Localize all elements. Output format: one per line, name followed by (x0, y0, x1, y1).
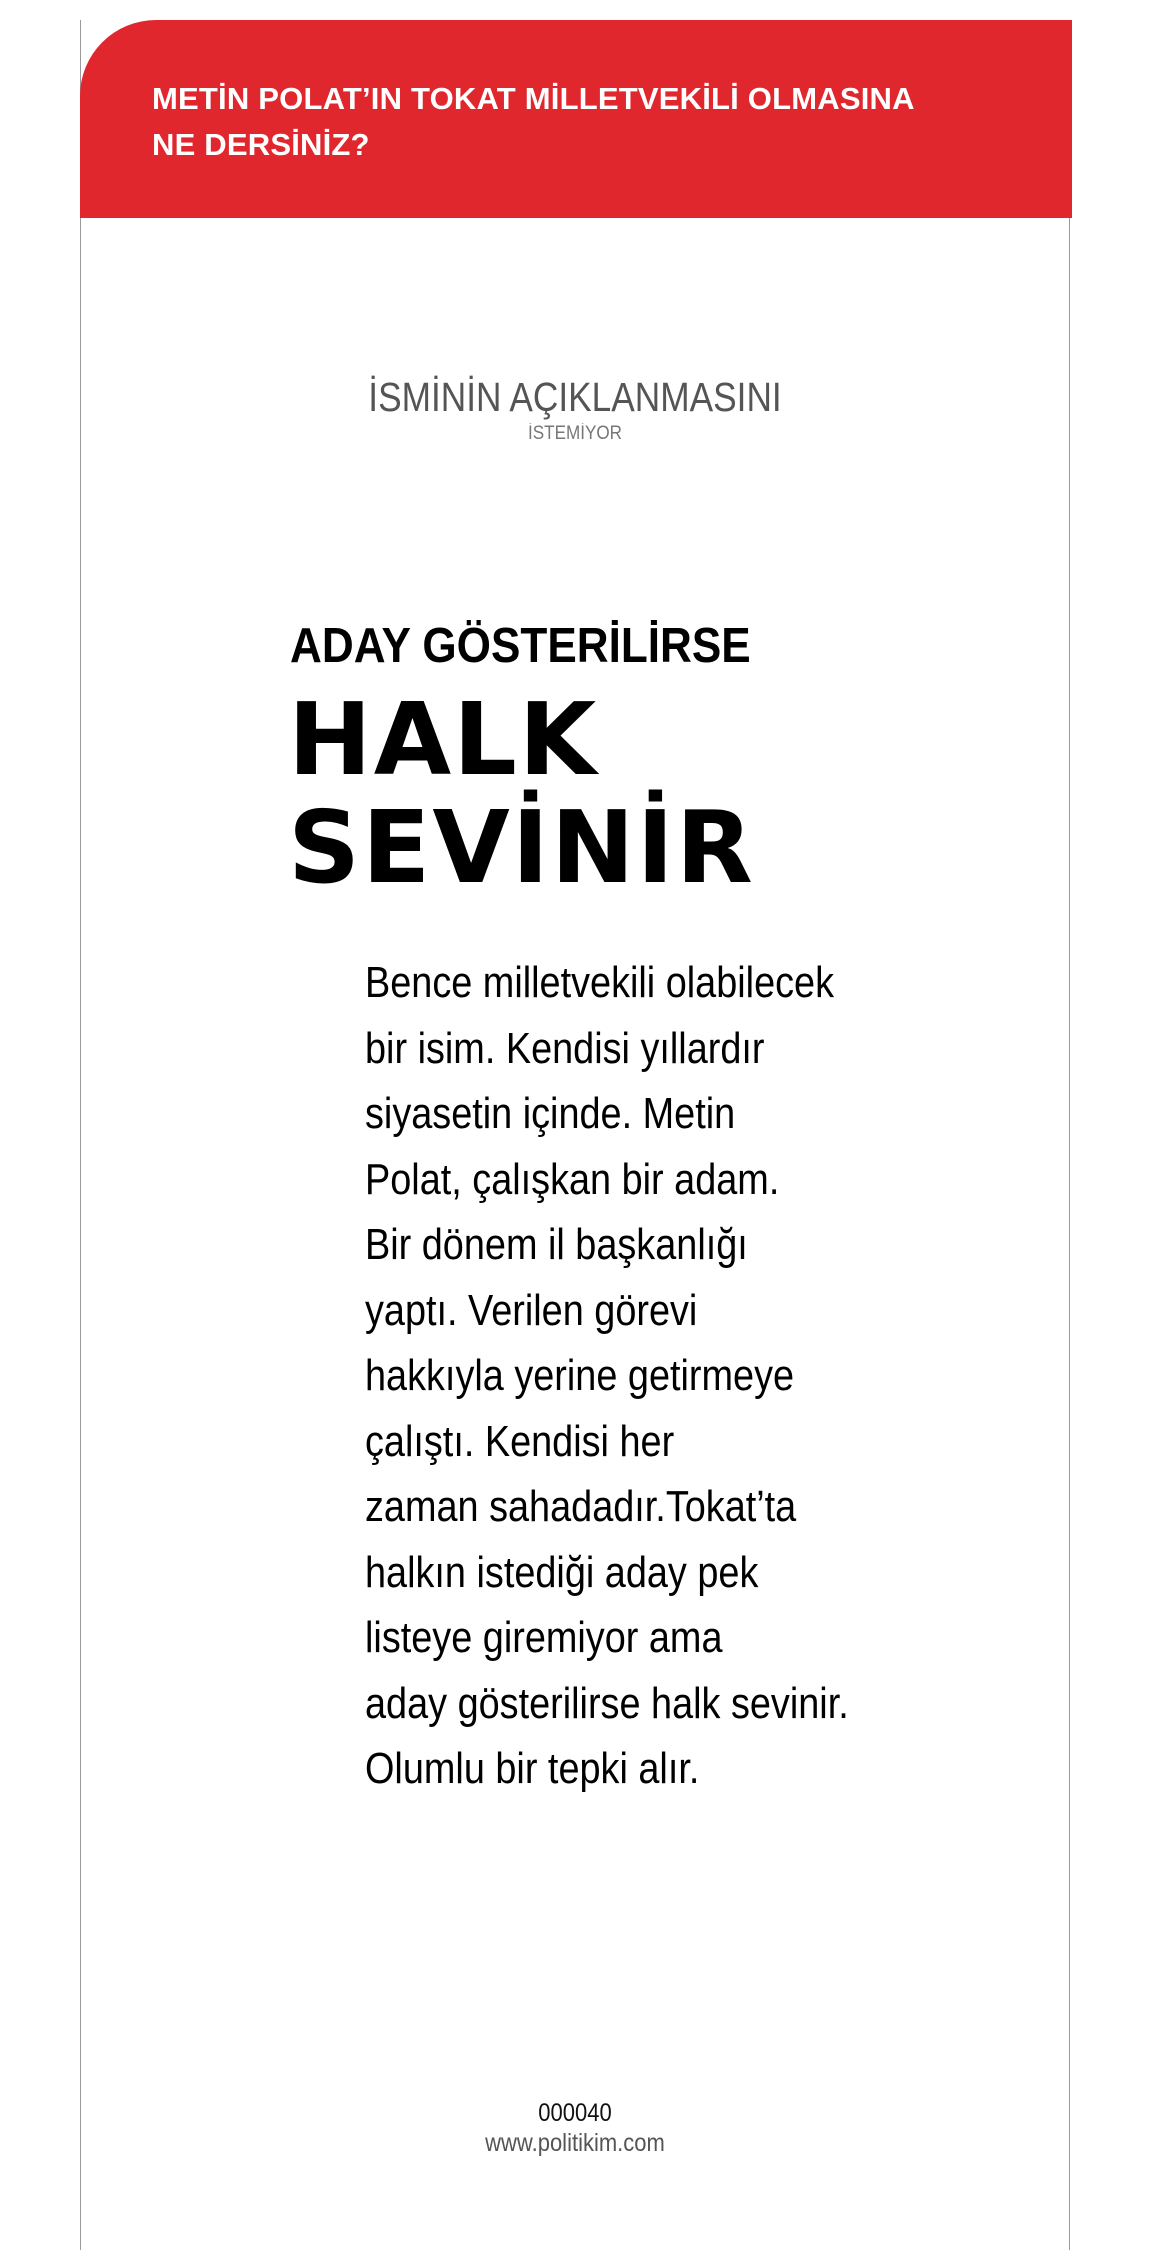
quote-line: zaman sahadadır.Tokat’ta (365, 1482, 797, 1531)
quote-body (365, 950, 925, 1802)
quote-line: siyasetin içinde. Metin (365, 1089, 736, 1138)
quote-line: halkın istediği aday pek (365, 1547, 759, 1597)
quote-line: hakkıyla yerine getirmeye (365, 1351, 795, 1400)
footer-code: 000040 (538, 2099, 612, 2127)
respondent-name: İSMİNİN AÇIKLANMASINI (368, 374, 782, 420)
quote-line: listeye giremiyor ama (365, 1613, 723, 1662)
headline-kicker: ADAY GÖSTERİLİRSE (290, 619, 751, 673)
headline-line-1: HALK (288, 681, 599, 798)
quote-line: Olumlu bir tepki alır. (365, 1744, 700, 1793)
quote-line: çalıştı. Kendisi her (365, 1416, 675, 1466)
headline (288, 681, 755, 906)
page-footer (80, 2098, 1070, 2158)
footer-url: www.politikim.com (485, 2129, 665, 2157)
respondent-info (80, 372, 1070, 446)
question-title-line-2: NE DERSİNİZ? (152, 127, 370, 162)
quote-line: Bence milletvekili olabilecek (365, 958, 835, 1007)
question-title-line-1: METİN POLAT’IN TOKAT MİLLETVEKİLİ OLMASINA (152, 81, 915, 116)
quote-line: aday gösterilirse halk sevinir. (365, 1678, 849, 1728)
quote-line: yaptı. Verilen görevi (365, 1285, 698, 1335)
header-banner (80, 20, 1072, 218)
quote-line: Bir dönem il başkanlığı (365, 1220, 748, 1269)
quote-line: Polat, çalışkan bir adam. (365, 1154, 780, 1204)
headline-line-2: SEVİNİR (288, 789, 755, 906)
respondent-note: İSTEMİYOR (527, 423, 623, 444)
quote-line: bir isim. Kendisi yıllardır (365, 1023, 765, 1073)
question-title (152, 76, 1032, 168)
